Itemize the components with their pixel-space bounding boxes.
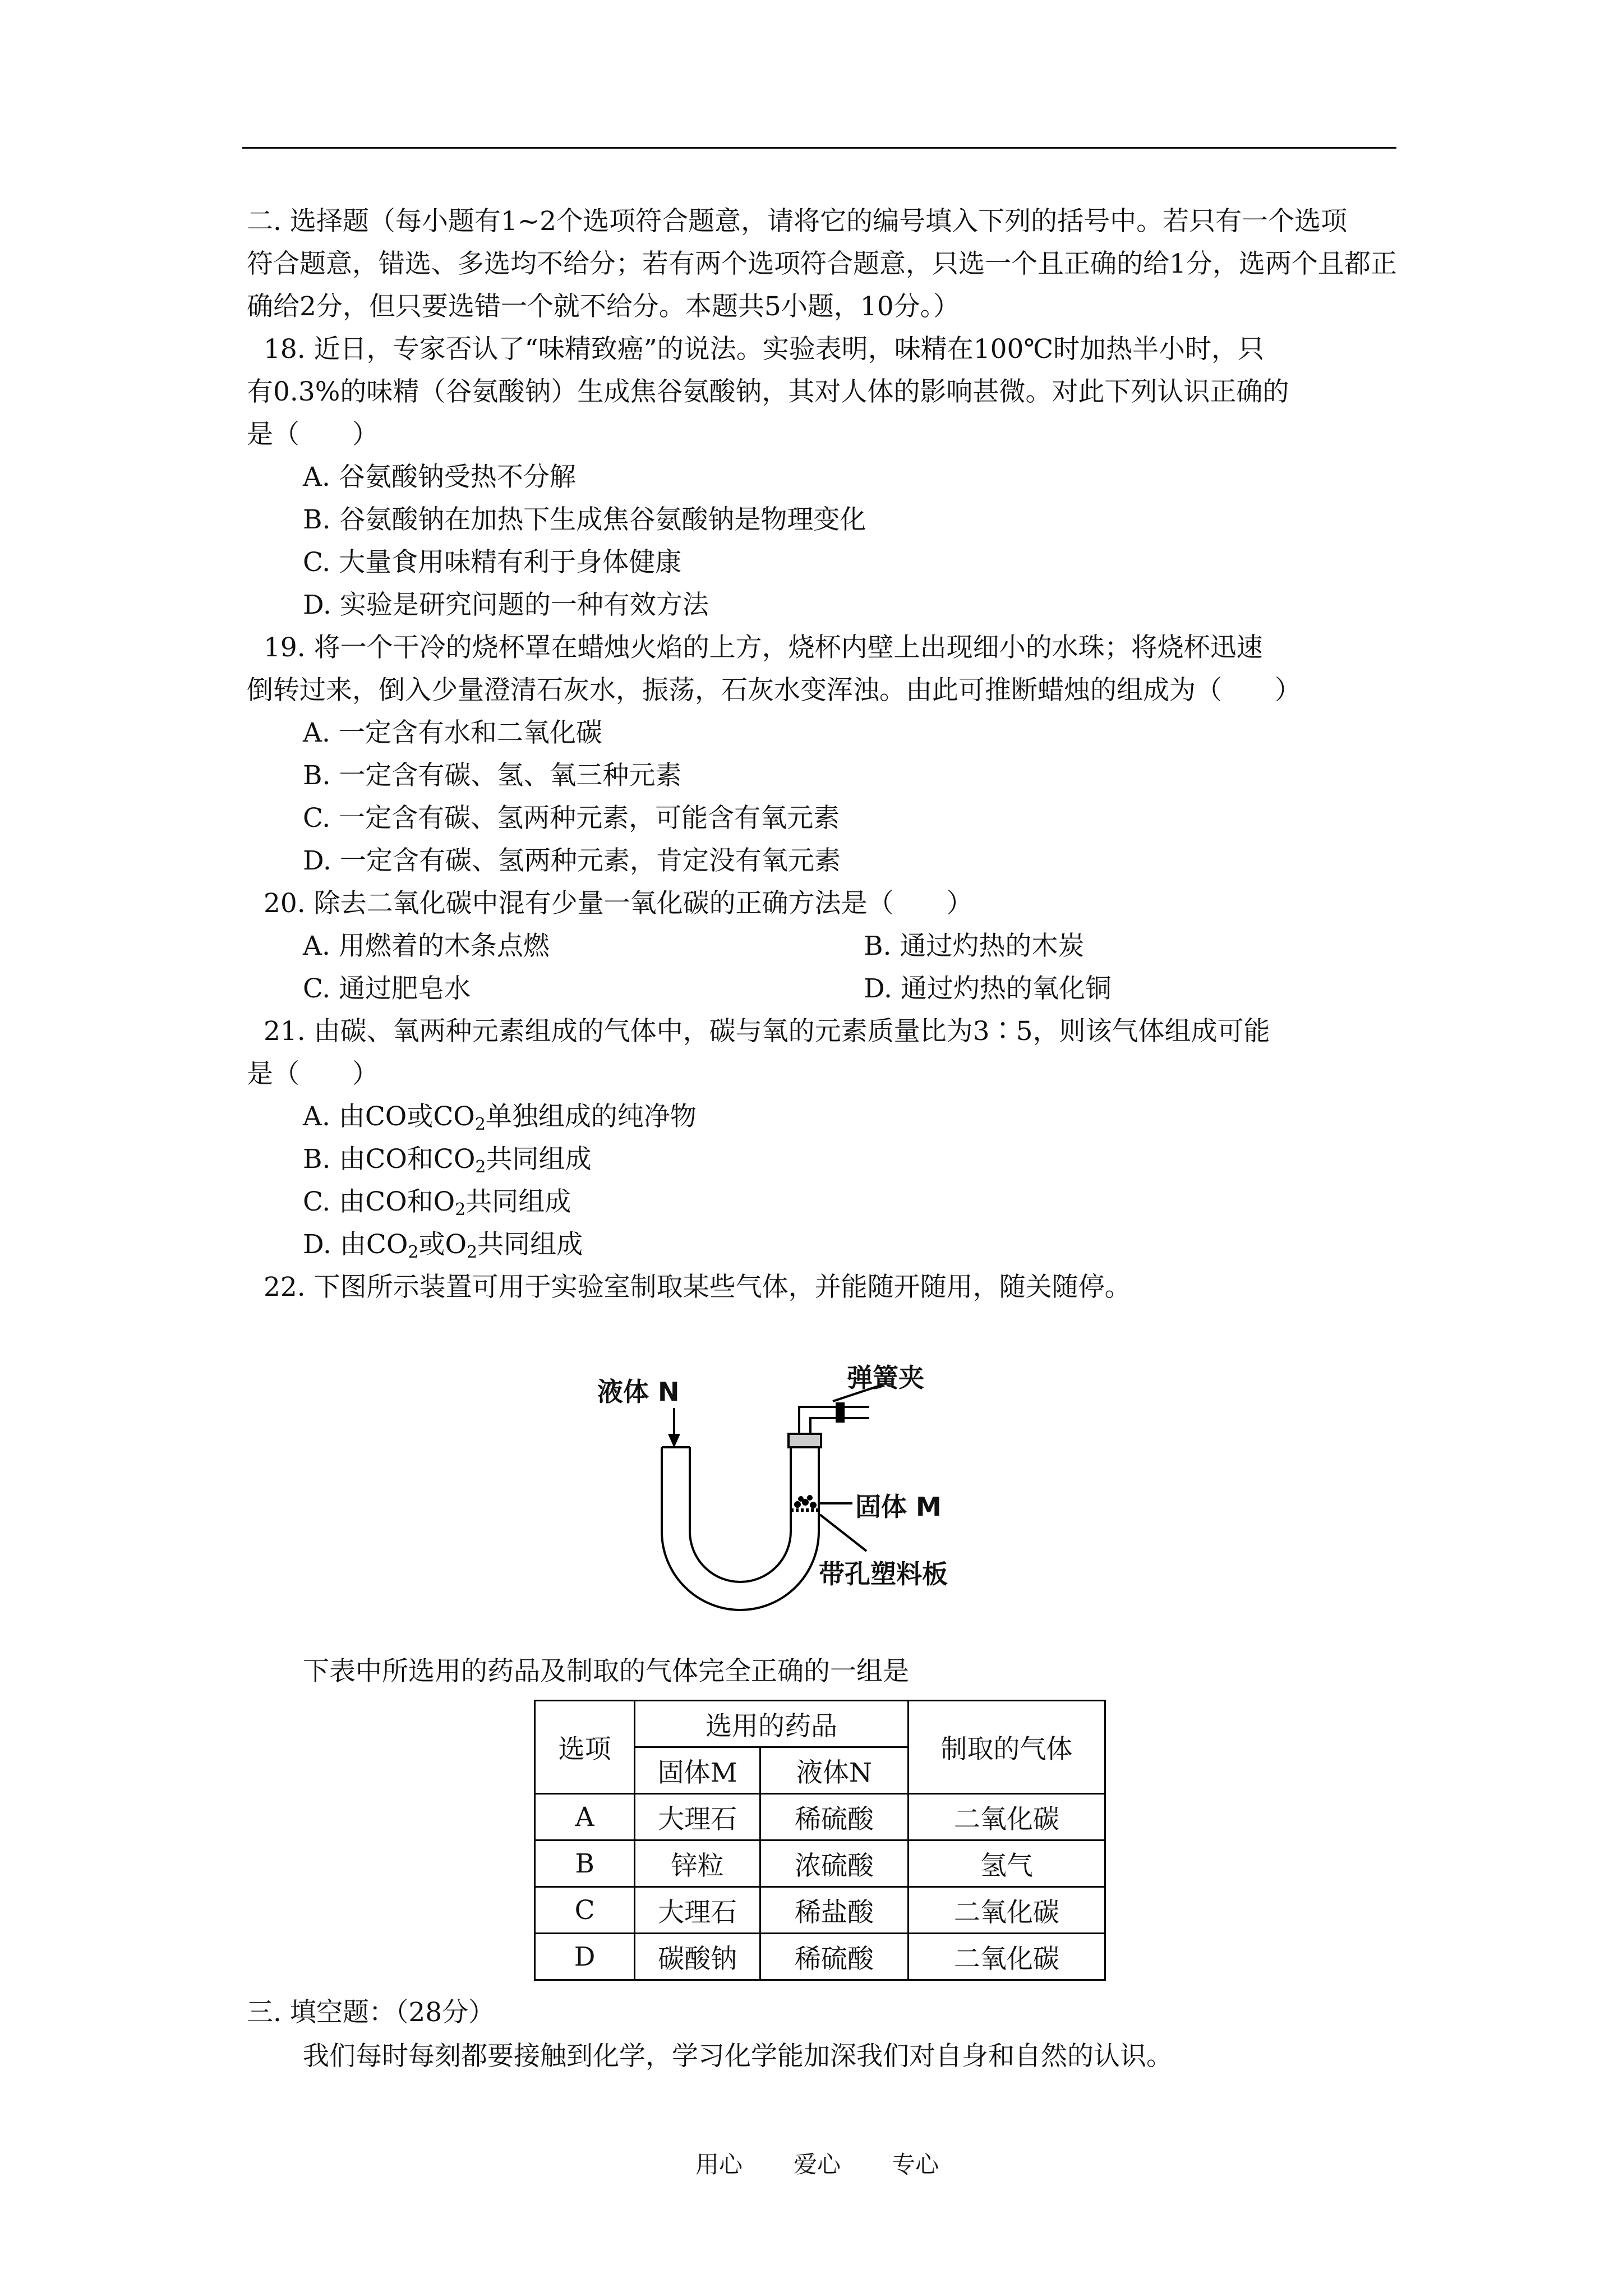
table-cell: 稀硫酸 <box>760 1934 909 1980</box>
spring-clamp-label: 弹簧夹 <box>847 1363 924 1393</box>
q21-option-a: A. 由CO或$CO_2$单独组成的纯净物 <box>303 1101 697 1134</box>
table-cell: D <box>535 1934 635 1980</box>
u-tube-apparatus-figure <box>597 1335 987 1616</box>
q18-stem: 18. 近日，专家否认了“味精致癌”的说法。实验表明，味精在100℃时加热半小时，只 <box>264 334 1265 365</box>
table-row <box>535 1794 1105 1841</box>
q18-option-d: D. 实验是研究问题的一种有效方法 <box>303 590 709 620</box>
liquid-n-label: 液体 N <box>597 1377 680 1407</box>
footer-text: 用心 <box>695 2151 743 2178</box>
table-row <box>535 1934 1105 1980</box>
q19-option-c: C. 一定含有碳、氢两种元素，可能含有氧元素 <box>303 803 840 834</box>
table-cell: 大理石 <box>635 1794 760 1841</box>
table-cell: 二氧化碳 <box>908 1887 1105 1934</box>
table-cell: 二氧化碳 <box>908 1934 1105 1980</box>
q22-stem: 22. 下图所示装置可用于实验室制取某些气体，并能随开随用，随关随停。 <box>264 1272 1131 1303</box>
q19-option-a: A. 一定含有水和二氧化碳 <box>303 717 602 748</box>
q18-stem: 有0.3%的味精（谷氨酸钠）生成焦谷氨酸钠，其对人体的影响甚微。对此下列认识正确的 <box>247 376 1289 407</box>
q21-stem: 是（ ） <box>247 1059 379 1089</box>
header-gas: 制取的气体 <box>908 1701 1105 1794</box>
q20-option-c: C. 通过肥皂水 <box>303 973 471 1004</box>
table-header-row <box>535 1701 1105 1747</box>
section2-title: 二. 选择题（每小题有1~2个选项符合题意，请将它的编号填入下列的括号中。若只有一个选项 <box>247 206 1348 237</box>
section2-instructions: 符合题意，错选、多选均不给分；若有两个选项符合题意，只选一个且正确的给1分，选两个且都正 <box>247 249 1397 279</box>
q20-option-d: D. 通过灼热的氧化铜 <box>864 973 1112 1004</box>
q18-option-b: B. 谷氨酸钠在加热下生成焦谷氨酸钠是物理变化 <box>303 504 866 535</box>
header-liquid-n: 液体N <box>760 1747 909 1794</box>
table-cell: 浓硫酸 <box>760 1841 909 1887</box>
table-row <box>535 1841 1105 1887</box>
section3-intro: 我们每时每刻都要接触到化学，学习化学能加深我们对自身和自然的认识。 <box>303 2041 1173 2072</box>
table-cell: A <box>535 1794 635 1841</box>
q20-option-a: A. 用燃着的木条点燃 <box>303 931 550 961</box>
table-cell: 碳酸钠 <box>635 1934 760 1980</box>
q21-option-d: D. 由$CO_2$或$O_2$共同组成 <box>303 1229 583 1262</box>
table-cell: 大理石 <box>635 1887 760 1934</box>
footer-text: 爱心 <box>794 2151 841 2178</box>
table-row <box>535 1887 1105 1934</box>
q19-option-d: D. 一定含有碳、氢两种元素，肯定没有氧元素 <box>303 845 841 876</box>
header-drugs: 选用的药品 <box>635 1701 909 1747</box>
q20-stem: 20. 除去二氧化碳中混有少量一氧化碳的正确方法是（ ） <box>264 888 973 919</box>
table-cell: 锌粒 <box>635 1841 760 1887</box>
q18-stem: 是（ ） <box>247 419 379 450</box>
q19-stem: 19. 将一个干冷的烧杯罩在蜡烛火焰的上方，烧杯内壁上出现细小的水珠；将烧杯迅速 <box>264 632 1263 663</box>
table-cell: 氢气 <box>908 1841 1105 1887</box>
header-solid-m: 固体M <box>635 1747 760 1794</box>
table-cell: C <box>535 1887 635 1934</box>
header-option: 选项 <box>535 1701 635 1794</box>
reagent-table <box>534 1700 1106 1981</box>
header-rule <box>242 147 1396 149</box>
table-cell: 稀盐酸 <box>760 1887 909 1934</box>
table-cell: B <box>535 1841 635 1887</box>
q18-option-c: C. 大量食用味精有利于身体健康 <box>303 547 682 578</box>
q20-option-b: B. 通过灼热的木炭 <box>864 931 1085 961</box>
q21-option-c: C. 由CO和$O_2$共同组成 <box>303 1186 571 1220</box>
section2-instructions: 确给2分，但只要选错一个就不给分。本题共5小题，10分。） <box>247 291 960 322</box>
section3-title: 三. 填空题：（28分） <box>247 1997 495 2028</box>
table-cell: 二氧化碳 <box>908 1794 1105 1841</box>
table-cell: 稀硫酸 <box>760 1794 909 1841</box>
footer-text: 专心 <box>892 2151 939 2178</box>
perforated-plate-label: 带孔塑料板 <box>819 1559 948 1589</box>
q18-option-a: A. 谷氨酸钠受热不分解 <box>303 462 576 493</box>
q19-stem: 倒转过来，倒入少量澄清石灰水，振荡，石灰水变浑浊。由此可推断蜡烛的组成为（ ） <box>247 675 1301 706</box>
solid-m-label: 固体 M <box>855 1492 942 1522</box>
q22-table-intro: 下表中所选用的药品及制取的气体完全正确的一组是 <box>303 1656 909 1687</box>
q21-stem: 21. 由碳、氧两种元素组成的气体中，碳与氧的元素质量比为3∶5，则该气体组成可能 <box>264 1016 1270 1047</box>
q21-option-b: B. 由CO和$CO_2$共同组成 <box>303 1144 592 1177</box>
q19-option-b: B. 一定含有碳、氢、氧三种元素 <box>303 760 682 791</box>
